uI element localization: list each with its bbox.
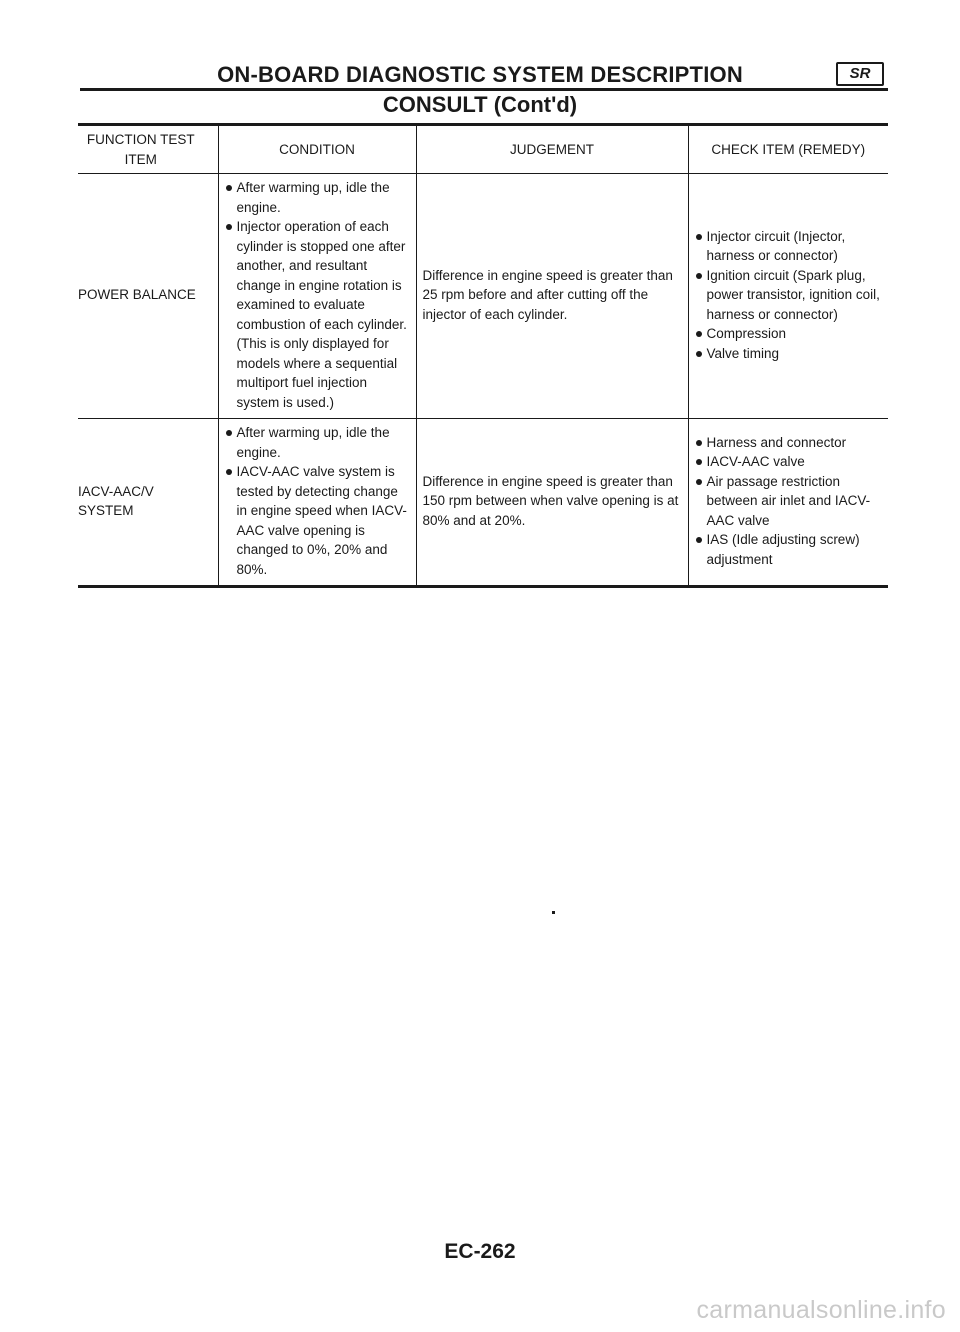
scan-speck xyxy=(552,911,555,914)
table-row xyxy=(78,419,888,587)
condition-bullet: Injector operation of each cylinder is stopped one after another, and resultant change in engine rotation is examined to evaluate combustion of each cylinder. (This is only displayed for models where a sequential multiport fuel injection system is used.) xyxy=(225,217,410,412)
page-title: ON-BOARD DIAGNOSTIC SYSTEM DESCRIPTION xyxy=(217,62,743,87)
check-item-bullet: IACV-AAC valve xyxy=(695,452,883,472)
condition-cell xyxy=(218,419,416,587)
check-item-bullet: Air passage restriction between air inlet and IACV-AAC valve xyxy=(695,472,883,531)
judgement-cell: Difference in engine speed is greater than 25 rpm before and after cutting off the injector of each cylinder. xyxy=(416,174,688,419)
function-test-table xyxy=(78,123,888,588)
title-rule xyxy=(80,88,888,91)
judgement-cell: Difference in engine speed is greater than 150 rpm between when valve opening is at 80% and at 20%. xyxy=(416,419,688,587)
section-badge: SR xyxy=(836,62,884,86)
condition-cell xyxy=(218,174,416,419)
check-item-cell xyxy=(688,419,888,587)
watermark: carmanualsonline.info xyxy=(696,1296,946,1324)
table-header-row xyxy=(78,125,888,174)
function-test-item: IACV-AAC/V SYSTEM xyxy=(78,483,154,518)
check-item-bullet: Ignition circuit (Spark plug, power transistor, ignition coil, harness or connector) xyxy=(695,266,883,325)
check-item-bullet: Injector circuit (Injector, harness or connector) xyxy=(695,227,883,266)
column-header-judgement: JUDGEMENT xyxy=(416,125,688,174)
column-header-check: CHECK ITEM (REMEDY) xyxy=(688,125,888,174)
condition-bullet: After warming up, idle the engine. xyxy=(225,178,410,217)
column-header-item: FUNCTION TEST ITEM xyxy=(86,132,195,167)
check-item-bullet: IAS (Idle adjusting screw) adjustment xyxy=(695,530,883,569)
check-item-bullet: Valve timing xyxy=(695,344,883,364)
condition-bullet: IACV-AAC valve system is tested by detecting change in engine speed when IACV-AAC valve opening is changed to 0%, 20% and 80%. xyxy=(225,462,410,579)
function-test-item: POWER BALANCE xyxy=(78,287,196,303)
table-row xyxy=(78,174,888,419)
check-item-cell xyxy=(688,174,888,419)
check-item-bullet: Harness and connector xyxy=(695,433,883,453)
check-item-bullet: Compression xyxy=(695,324,883,344)
page-subtitle: CONSULT (Cont'd) xyxy=(382,92,578,117)
column-header-condition: CONDITION xyxy=(218,125,416,174)
page-number: EC-262 xyxy=(444,1240,516,1263)
condition-bullet: After warming up, idle the engine. xyxy=(225,423,410,462)
